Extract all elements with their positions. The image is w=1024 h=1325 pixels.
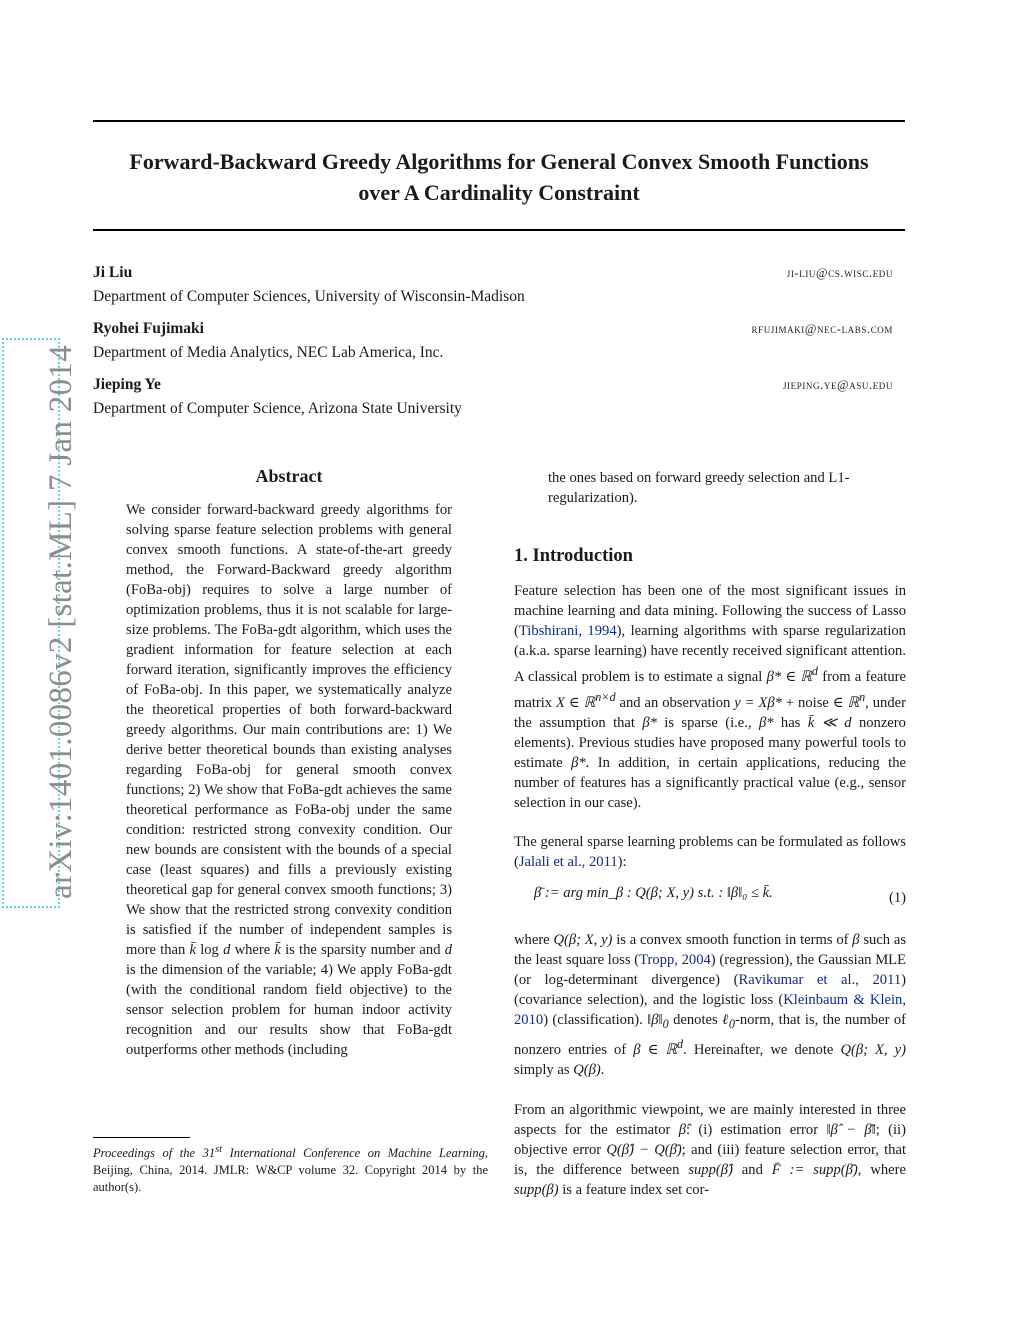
footnote-rest: , Beijing, China, 2014. JMLR: W&CP volume 32. Copyright 2014 by the author(s). (93, 1146, 488, 1195)
text: has (780, 714, 801, 731)
math: β* (758, 714, 774, 731)
math: β* (642, 714, 657, 731)
text: -norm, that is, the number of nonzero entries of (514, 1012, 906, 1058)
math: ℓ$_0$ (722, 1012, 735, 1031)
abstract-text: is the sparsity number and (285, 942, 441, 958)
text: ): (617, 854, 627, 870)
text: is sparse (i.e., (664, 714, 752, 731)
text: The general sparse learning problems can be formulated as follows ( (514, 834, 906, 870)
equation-1 (514, 885, 906, 913)
text: , where (857, 1162, 906, 1178)
footnote-sup: st (215, 1144, 223, 1155)
title-line-2: over A Cardinality Constraint (358, 180, 640, 205)
equation-number: (1) (888, 890, 906, 906)
text: such as the least square loss ( (514, 932, 907, 968)
text: , under the assumption that (514, 694, 906, 731)
text: ) (covariance selection), and the logistic loss ( (514, 972, 906, 1008)
text: and (741, 1162, 763, 1178)
math: ℝ$^n$ (847, 689, 866, 711)
math: $‖\beta‖_0$ (647, 1012, 669, 1031)
math: Q(β; X, y) (553, 932, 613, 948)
author-email[interactable]: jieping.ye@asu.edu (782, 378, 893, 392)
abstract-text: log (200, 942, 219, 958)
text: ; and (iii) feature selection error, that is, the difference between (514, 1142, 907, 1178)
section-heading: 1. Introduction (514, 546, 633, 566)
paper-title (93, 146, 905, 208)
math: β̂ (678, 1122, 687, 1138)
author-name: Ryohei Fujimaki (93, 320, 204, 337)
math: β (852, 932, 860, 948)
intro-paragraph (514, 1100, 906, 1200)
author-email[interactable]: rfujimaki@nec-labs.com (751, 322, 893, 336)
math: Q(β; X, y) (840, 1041, 907, 1058)
author-affiliation: Department of Media Analytics, NEC Lab America, Inc. (93, 344, 444, 361)
citation-link[interactable]: Tibshirani, 1994 (518, 623, 617, 639)
citation-link[interactable]: Tropp, 2004 (639, 952, 711, 968)
text: nonzero elements). Previous studies have proposed many powerful tools to estimate (514, 714, 906, 771)
text: ; (ii) objective error (514, 1122, 906, 1158)
citation-link[interactable]: Kleinbaum & Klein, 2010 (514, 992, 906, 1028)
text: and an observation (619, 694, 731, 711)
intro-paragraph (514, 581, 906, 813)
text: simply as (514, 1061, 570, 1078)
math: β* ∈ ℝ$^d$ (766, 664, 818, 685)
math: y = Xβ* (734, 694, 782, 711)
text: denotes (673, 1012, 718, 1028)
math: supp(β̂) (688, 1162, 733, 1178)
abstract-body (126, 500, 452, 1060)
abstract-text: is the dimension of the variable; 4) We apply FoBa-gdt (with the conditional random field objective) to the sensor selection problem for human indoor activity recognition and our results show that FoBa-gdt outperforms other methods (including (126, 962, 452, 1058)
text: is a convex smooth function in terms of (616, 932, 849, 948)
author-affiliation: Department of Computer Science, Arizona State University (93, 400, 462, 417)
text: where (514, 932, 550, 948)
math: X ∈ ℝ$^{n\times d}$ (556, 689, 616, 711)
math-d: d (444, 942, 452, 958)
author-affiliation: Department of Computer Sciences, University of Wisconsin-Madison (93, 288, 525, 305)
intro-paragraph (514, 832, 906, 872)
author-email[interactable]: ji-liu@cs.wisc.edu (786, 266, 893, 280)
equation-body: β̄ := arg min_β : Q(β; X, y) s.t. : ‖β‖₀ ≤ k̄. (534, 885, 773, 901)
math: F̄ := supp(β̄) (771, 1162, 858, 1178)
title-line-1: Forward-Backward Greedy Algorithms for General Convex Smooth Functions (129, 149, 869, 174)
text: Feature selection has been one of the most significant issues in machine learning and data mining. Following the success of Lasso ( (514, 583, 906, 639)
math-d: d (223, 942, 231, 958)
footnote-venue: International Conference on Machine Learning (229, 1146, 485, 1161)
text: from a feature matrix (514, 668, 906, 711)
text: is a feature index set cor- (562, 1182, 710, 1198)
citation-link[interactable]: Ravikumar et al., 2011 (738, 972, 902, 988)
text: . In addition, in certain applications, reducing the number of features has a significantly practical value (e.g., sensor selection in our case). (514, 754, 906, 811)
math: Q(β̂) − Q(β̄) (606, 1142, 682, 1158)
math: supp(β) (514, 1182, 559, 1198)
math-k: k̄ (189, 942, 196, 958)
footnote (93, 1141, 488, 1196)
text: From an algorithmic viewpoint, we are mainly interested in three aspects for the estimator (514, 1102, 906, 1138)
author-name: Jieping Ye (93, 376, 161, 393)
abstract-continuation: the ones based on forward greedy selection and L1-regularization). (548, 470, 850, 506)
intro-paragraph: where Q(β; X, y) is a convex smooth function in terms of β such as the least square loss (Tropp, 2004) (regression), the Gaussian MLE (or log-determinant divergence) (Ravikumar et al., 2011) (covariance selection), and the logistic loss (Kleinbaum & Klein, 2010) (classification). $‖\beta‖_0$ denotes ℓ$_0$-norm, that is, the number of nonzero entries of β ∈ ℝ$^d$. Hereinafter, we denote Q(β; X, y) simply as Q(β). (514, 932, 907, 1078)
text: : (i) estimation error (686, 1122, 819, 1138)
title-bottom-rule (93, 229, 905, 231)
citation-link[interactable]: Jalali et al., 2011 (518, 854, 618, 870)
math: Q(β) (573, 1061, 601, 1078)
arxiv-id-stamp: arXiv:1401.0086v2 [stat.ML] 7 Jan 2014 (43, 345, 79, 899)
math: k̄ ≪ d (807, 714, 852, 731)
title-top-rule (93, 120, 905, 122)
text: ) (regression), the Gaussian MLE (or log-determinant divergence) ( (514, 952, 906, 988)
math: β* (571, 754, 586, 771)
text: ) (classification). (543, 1012, 643, 1028)
math: β ∈ ℝ$^d$ (633, 1036, 684, 1058)
math-k: k̄ (274, 942, 281, 958)
text: + noise ∈ (785, 694, 844, 711)
footnote-rule (93, 1137, 190, 1138)
math: ‖β̂ − β̄‖ (826, 1122, 876, 1138)
abstract-heading: Abstract (255, 466, 323, 486)
footnote-prefix: Proceedings of the 31 (93, 1146, 216, 1161)
abstract-text: where (234, 942, 271, 958)
abstract-text: We consider forward-backward greedy algorithms for solving sparse feature selection problems with general convex smooth functions. A state-of-the-art greedy method, the Forward-Backward greedy algorithm (FoBa-obj) requires to solve a large number of optimization problems, thus it is not scalable for large-size problems. The FoBa-gdt algorithm, which uses the gradient information for feature selection at each forward iteration, significantly improves the efficiency of FoBa-obj. In this paper, we systematically analyze the theoretical properties of both forward-backward greedy algorithms. Our main contributions are: 1) We derive better theoretical bounds than existing analyses regarding FoBa-obj for general smooth convex functions; 2) We show that FoBa-gdt achieves the same theoretical performance as FoBa-obj under the same condition: restricted strong convexity condition. Our new bounds are consistent with the bounds of a special case (least squares) and fills a previously existing theoretical gap for general convex smooth functions; 3) We show that the restricted strong convexity condition is satisfied if the number of independent samples is more than (126, 502, 452, 958)
author-name: Ji Liu (93, 264, 133, 281)
text: ), learning algorithms with sparse regularization (a.k.a. sparse learning) have recently received significant attention. A classical problem is to estimate a signal (514, 623, 906, 685)
text: . Hereinafter, we denote (683, 1041, 834, 1058)
